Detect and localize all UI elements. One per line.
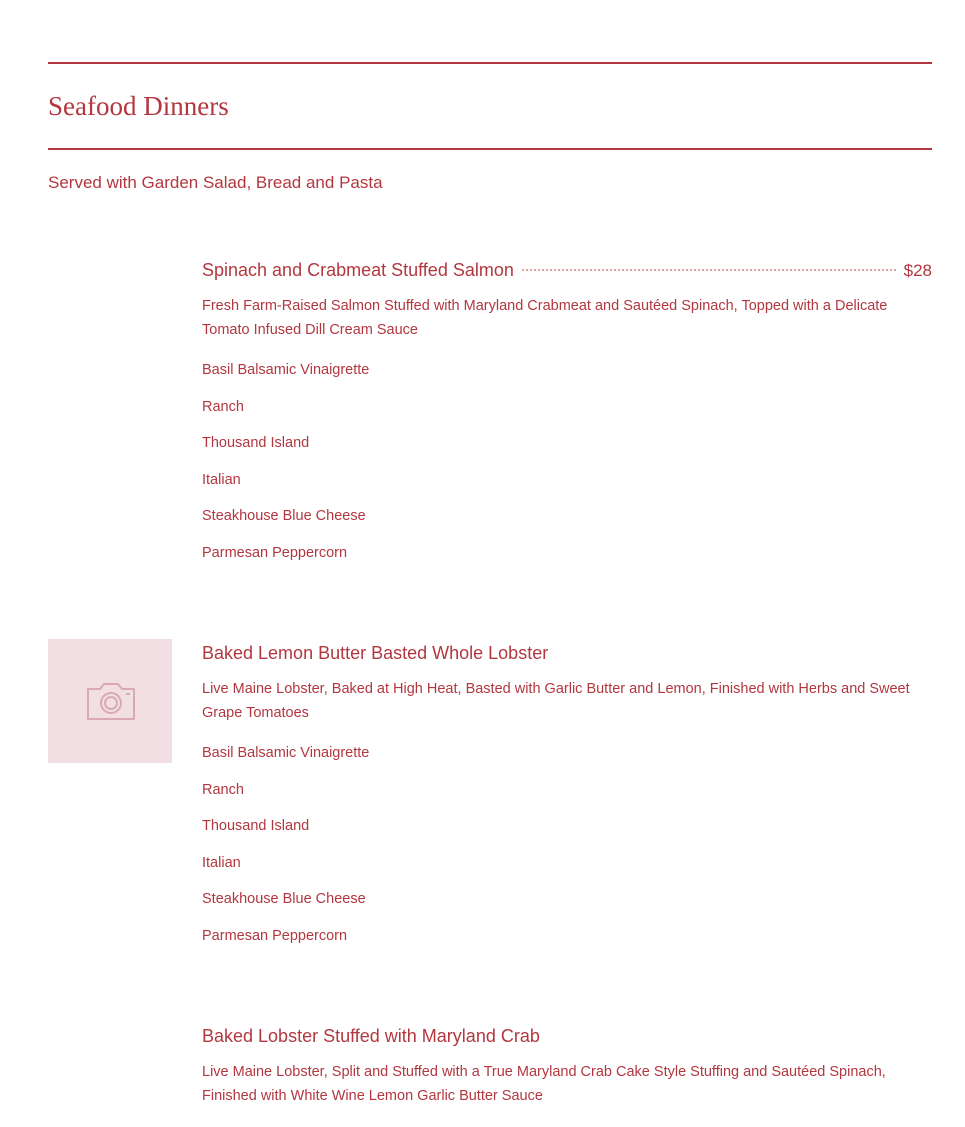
dressing-option: Thousand Island <box>202 818 310 834</box>
dressing-option: Ranch <box>202 398 244 415</box>
menu-item-name: Spinach and Crabmeat Stuffed Salmon <box>202 260 514 280</box>
dressing-option: Basil Balsamic Vinaigrette <box>202 362 370 378</box>
dressing-options-list <box>202 359 932 564</box>
dressing-option: Basil Balsamic Vinaigrette <box>202 745 370 761</box>
menu-item-header <box>202 1022 932 1050</box>
menu-item-price: $28 <box>903 261 932 280</box>
dressing-option: Parmesan Peppercorn <box>202 927 348 944</box>
menu-item-body <box>202 1022 932 1108</box>
camera-icon <box>86 681 136 721</box>
dressing-options-list <box>202 742 932 947</box>
menu-item-header <box>202 639 932 667</box>
menu-item-body <box>202 256 932 578</box>
dressing-option: Ranch <box>202 781 244 798</box>
section-subtitle: Served with Garden Salad, Bread and Pasta <box>48 173 383 192</box>
menu-item-name: Baked Lobster Stuffed with Maryland Crab <box>202 1026 540 1046</box>
section-title: Seafood Dinners <box>48 91 229 121</box>
dressing-option: Thousand Island <box>202 435 310 451</box>
menu-item-description: Live Maine Lobster, Baked at High Heat, Basted with Garlic Butter and Lemon, Finished with Herbs and Sweet Grape Tomatoes <box>202 681 910 721</box>
menu-item-header <box>202 256 932 284</box>
menu-item-name: Baked Lemon Butter Basted Whole Lobster <box>202 643 549 663</box>
dressing-option: Steakhouse Blue Cheese <box>202 508 366 524</box>
section-title-divider <box>48 148 932 150</box>
dressing-option: Parmesan Peppercorn <box>202 544 348 561</box>
section-top-divider <box>48 62 932 64</box>
menu-item-body <box>202 639 932 961</box>
dressing-option: Italian <box>202 471 241 488</box>
price-leader-dots <box>522 269 896 271</box>
menu-item-description: Live Maine Lobster, Split and Stuffed with a True Maryland Crab Cake Style Stuffing and Sautéed Spinach, Finished with White Wine Lemon Garlic Butter Sauce <box>202 1064 886 1104</box>
menu-item-photo-placeholder[interactable] <box>48 639 172 763</box>
dressing-option: Steakhouse Blue Cheese <box>202 891 366 907</box>
dressing-option: Italian <box>202 854 241 871</box>
menu-item-description: Fresh Farm-Raised Salmon Stuffed with Maryland Crabmeat and Sautéed Spinach, Topped with a Delicate Tomato Infused Dill Cream Sauce <box>202 298 888 338</box>
